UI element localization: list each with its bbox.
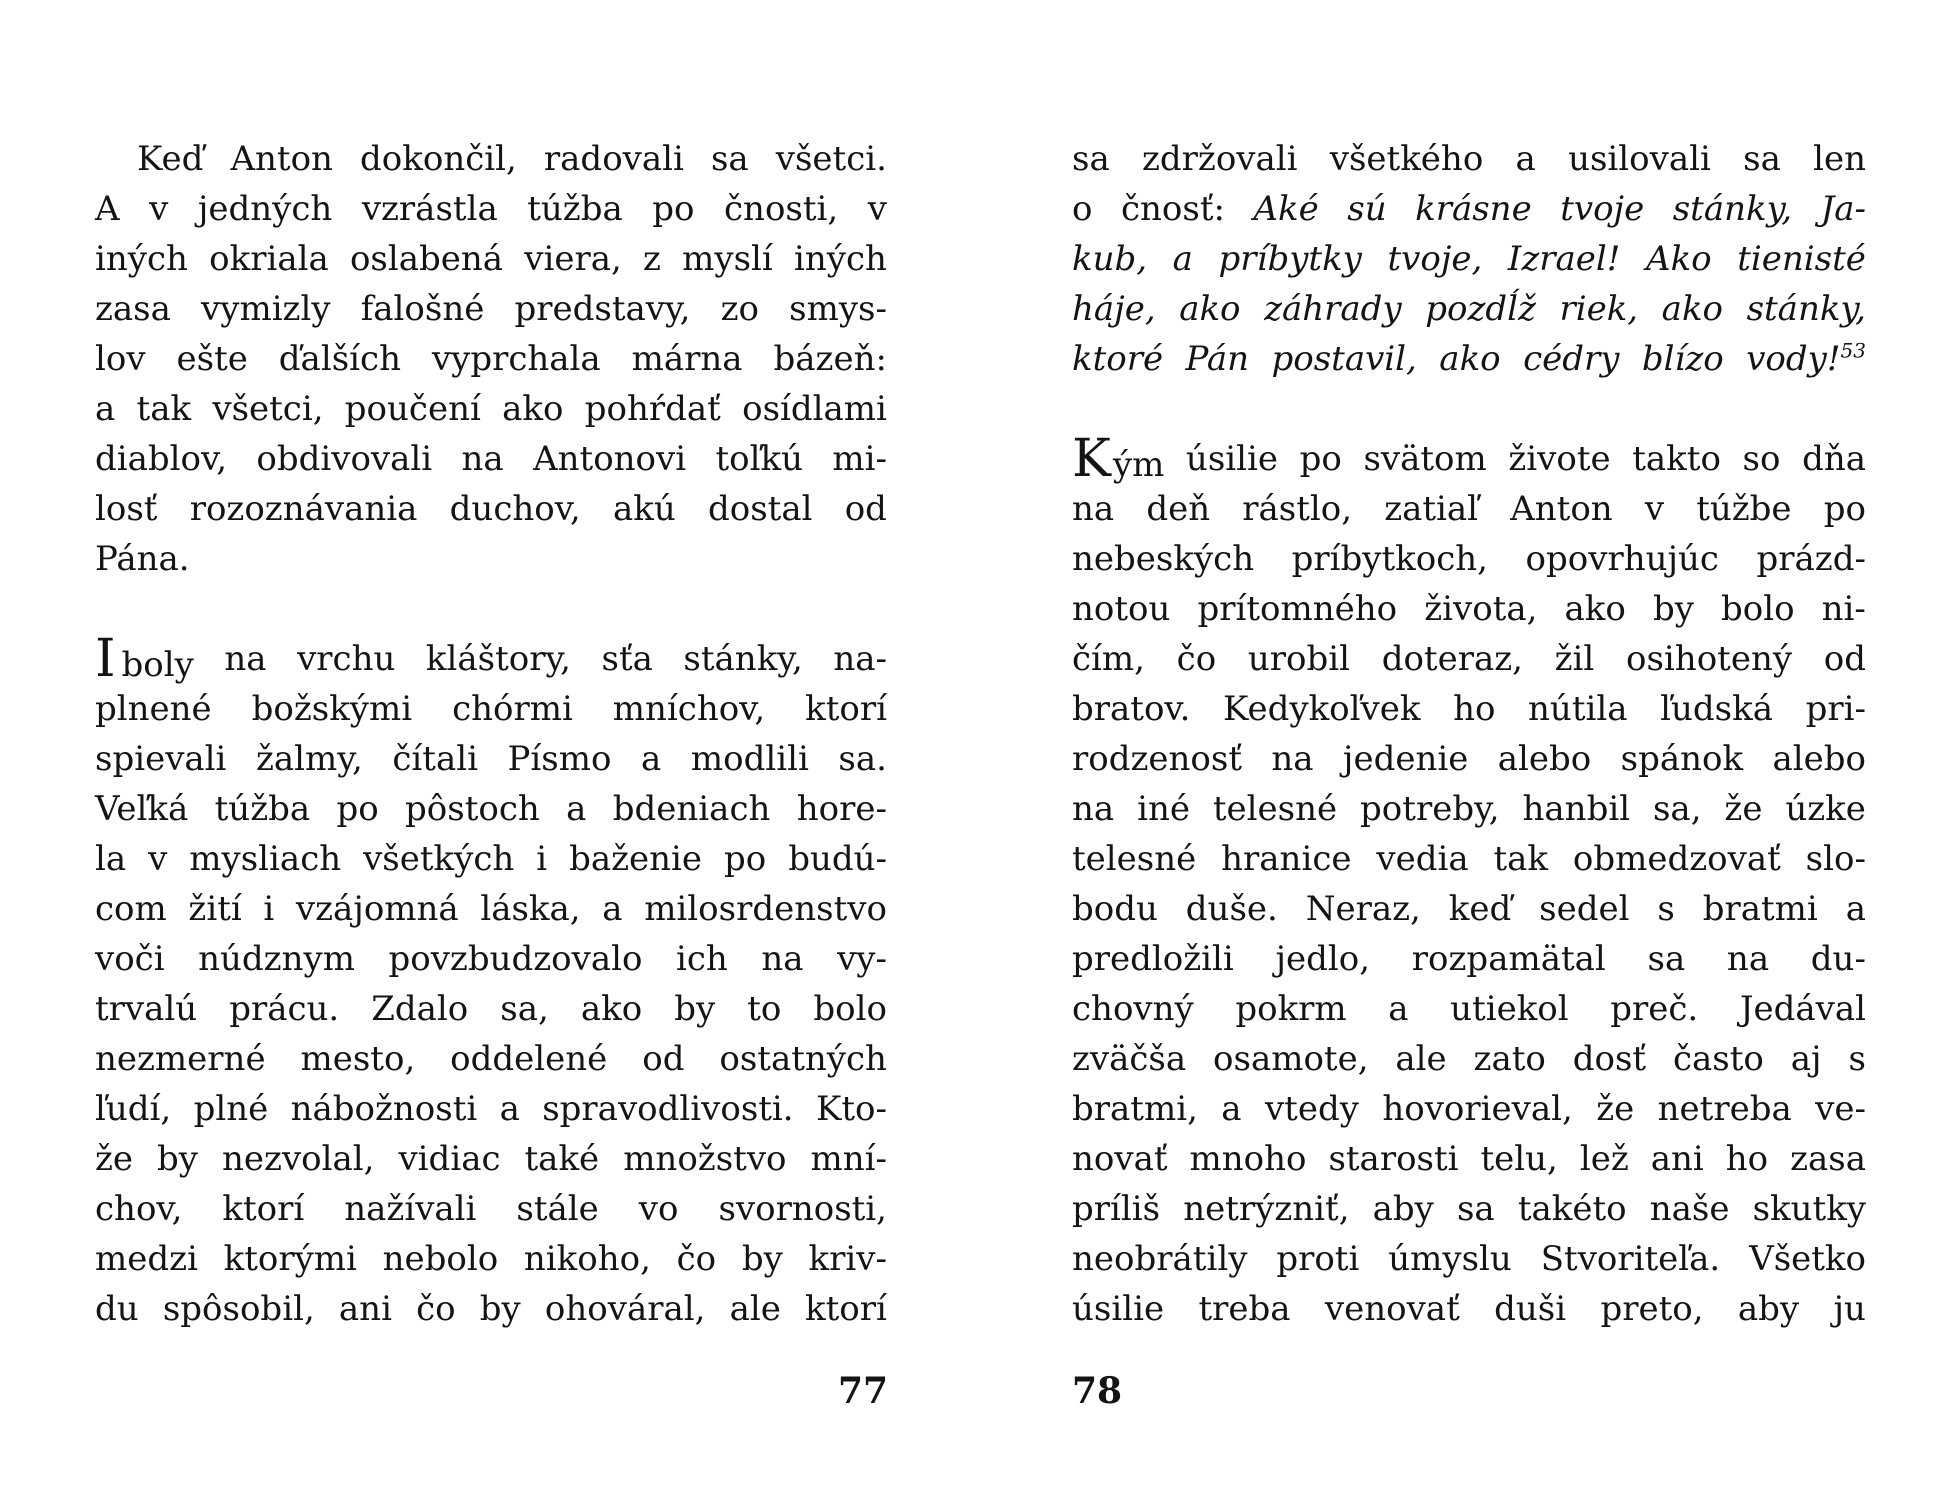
text-line: Iboly na vrchu kláštory, sťa stánky, na- <box>95 629 887 689</box>
text-line: na deň rástlo, zatiaľ Anton v túžbe po <box>1072 489 1866 529</box>
text-line: voči núdznym povzbudzovalo ich na vy- <box>95 939 887 979</box>
text-line: na iné telesné potreby, hanbil sa, že úzke <box>1072 789 1866 829</box>
text-line: Pána. <box>95 539 190 579</box>
text-line: bratov. Kedykoľvek ho nútila ľudská pri- <box>1072 689 1866 729</box>
text-line: Keď Anton dokončil, radovali sa všetci. <box>137 139 887 179</box>
text-line: sa zdržovali všetkého a usilovali sa len <box>1072 139 1866 179</box>
text-line: príliš netrýzniť, aby sa takéto naše skutky <box>1072 1189 1866 1229</box>
text-line: diablov, obdivovali na Antonovi toľkú mi- <box>95 439 887 479</box>
text-line: la v mysliach všetkých i baženie po budú- <box>95 839 887 879</box>
text-line: bodu duše. Neraz, keď sedel s bratmi a <box>1072 889 1866 929</box>
right-paragraph-1 <box>1072 134 1866 384</box>
text-line: A v jedných vzrástla túžba po čnosti, v <box>95 189 887 229</box>
text-line: predložili jedlo, rozpamätal sa na du- <box>1072 939 1866 979</box>
text-line: trvalú prácu. Zdalo sa, ako by to bolo <box>95 989 887 1029</box>
text-line: ľudí, plné nábožnosti a spravodlivosti. Kto- <box>95 1089 887 1129</box>
text-line: Veľká túžba po pôstoch a bdeniach hore- <box>95 789 887 829</box>
text-line: ktoré Pán postavil, ako cédry blízo vody!$^{53}$ <box>1072 338 1866 379</box>
text-line: nebeských príbytkoch, opovrhujúc prázd- <box>1072 539 1866 579</box>
text-line: iných okriala oslabená viera, z myslí iných <box>95 239 887 279</box>
text-line: telesné hranice vedia tak obmedzovať slo- <box>1072 839 1866 879</box>
text-line: zasa vymizly falošné predstavy, zo smys- <box>95 289 887 329</box>
right-paragraph-2 <box>1072 429 1866 1334</box>
text-line: spievali žalmy, čítali Písmo a modlili sa. <box>95 739 887 779</box>
text-line: chovný pokrm a utiekol preč. Jedával <box>1072 989 1866 1029</box>
text-line: bratmi, a vtedy hovorieval, že netreba ve- <box>1072 1089 1866 1129</box>
text-line: Kým úsilie po svätom živote takto so dňa <box>1072 429 1866 489</box>
text-line: novať mnoho starosti telu, lež ani ho zasa <box>1072 1139 1866 1179</box>
text-line: že by nezvolal, vidiac také množstvo mní- <box>95 1139 887 1179</box>
text-line: losť rozoznávania duchov, akú dostal od <box>95 489 887 529</box>
left-page <box>95 134 887 1334</box>
text-line: rodzenosť na jedenie alebo spánok alebo <box>1072 739 1866 779</box>
left-paragraph-1 <box>95 134 887 584</box>
text-line: zväčša osamote, ale zato dosť často aj s <box>1072 1039 1866 1079</box>
right-page <box>1072 134 1866 1334</box>
footnote-reference: 53 <box>1840 338 1866 363</box>
page-number-right: 78 <box>1072 1370 1123 1412</box>
text-line: notou prítomného života, ako by bolo ni- <box>1072 589 1866 629</box>
drop-cap: K <box>1072 429 1111 489</box>
text-line: neobrátily proti úmyslu Stvoriteľa. Všetko <box>1072 1239 1866 1279</box>
text-line: du spôsobil, ani čo by ohováral, ale ktorí <box>95 1289 887 1329</box>
text-line: nezmerné mesto, oddelené od ostatných <box>95 1039 887 1079</box>
drop-cap: I <box>95 629 116 689</box>
text-line: chov, ktorí nažívali stále vo svornosti, <box>95 1189 887 1229</box>
text-line: a tak všetci, poučení ako pohŕdať osídlami <box>95 389 887 429</box>
text-line: kub, a príbytky tvoje, Izrael! Ako tienisté <box>1072 239 1866 279</box>
text-line: háje, ako záhrady pozdĺž riek, ako stánky, <box>1072 289 1866 329</box>
text-line: lov ešte ďalších vyprchala márna bázeň: <box>95 339 887 379</box>
text-line: plnené božskými chórmi mníchov, ktorí <box>95 689 887 729</box>
page-number-left: 77 <box>838 1370 889 1412</box>
text-line: com žití i vzájomná láska, a milosrdenstvo <box>95 889 887 929</box>
text-line: čím, čo urobil doteraz, žil osihotený od <box>1072 639 1866 679</box>
text-line: medzi ktorými nebolo nikoho, čo by kriv- <box>95 1239 887 1279</box>
left-paragraph-2 <box>95 629 887 1334</box>
text-line: o čnosť: Aké sú krásne tvoje stánky, Ja- <box>1072 189 1866 229</box>
text-line: úsilie treba venovať duši preto, aby ju <box>1072 1289 1866 1329</box>
